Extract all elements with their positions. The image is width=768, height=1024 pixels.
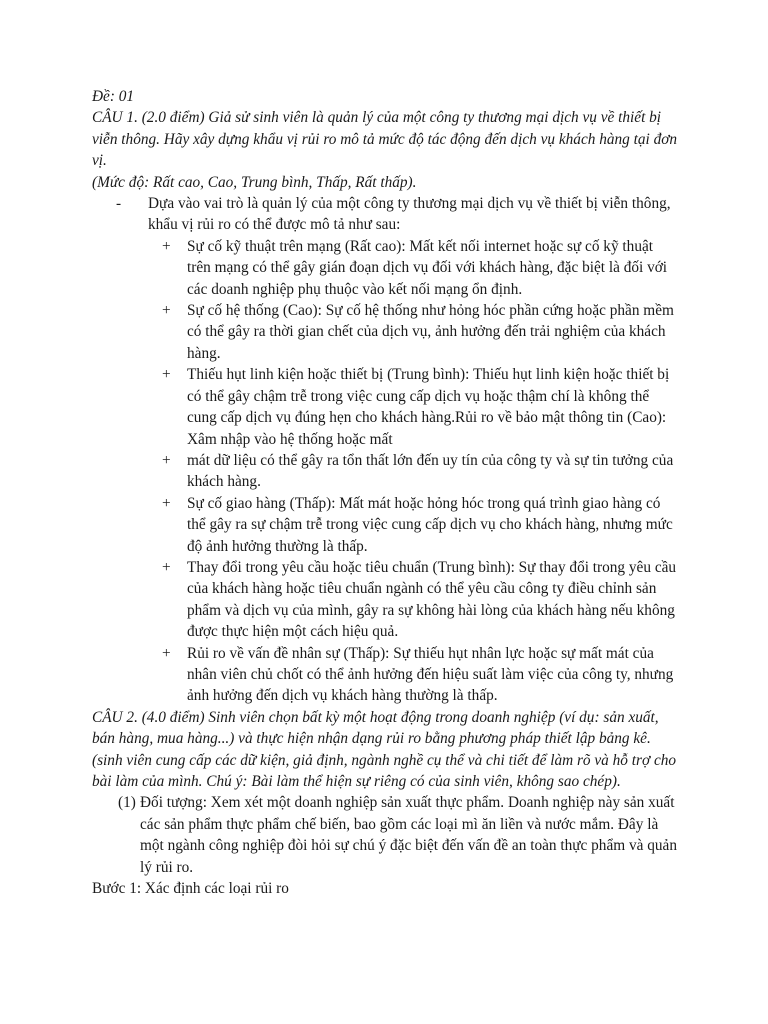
risk-item-text: Thay đổi trong yêu cầu hoặc tiêu chuẩn (Trung bình): Sự thay đổi trong yêu cầu của khách hàng hoặc tiêu chuẩn ngành có thể yêu cầu công ty điều chỉnh sản phẩm và dịch vụ của mình, gây ra sự không hài lòng của khách hàng nếu không được thực hiện một cách hiệu quả. — [187, 558, 677, 641]
question-1-intro — [92, 193, 678, 236]
plus-marker: + — [162, 644, 171, 662]
step-1-heading: Bước 1: Xác định các loại rủi ro — [92, 880, 289, 898]
risk-item-personnel — [92, 643, 678, 707]
risk-item-network — [92, 236, 678, 300]
question-1-levels: (Mức độ: Rất cao, Cao, Trung bình, Thấp, Rất thấp). — [92, 173, 417, 191]
plus-marker: + — [162, 366, 171, 384]
risk-item-delivery — [92, 493, 678, 557]
risk-item-system — [92, 300, 678, 364]
exam-title: Đề: 01 — [92, 88, 135, 105]
question-1-intro-text: Dựa vào vai trò là quản lý của một công ty thương mại dịch vụ về thiết bị viễn thông, khẩu vị rủi ro có thể được mô tả như sau: — [148, 195, 671, 234]
risk-item-text: Sự cố hệ thống (Cao): Sự cố hệ thống như hỏng hóc phần cứng hoặc phần mềm có thể gây ra thời gian chết của dịch vụ, ảnh hưởng đến trải nghiệm của khách hàng. — [187, 302, 674, 362]
dash-marker: - — [116, 195, 122, 213]
number-marker: (1) — [118, 794, 136, 812]
risk-item-text: Sự cố giao hàng (Thấp): Mất mát hoặc hỏng hóc trong quá trình giao hàng có thể gây ra sự chậm trễ trong việc cung cấp dịch vụ cho khách hàng, nhưng mức độ ảnh hưởng thường là thấp. — [187, 494, 673, 555]
document-body — [92, 86, 678, 899]
question-1-heading: CÂU 1. (2.0 điểm) Giả sử sinh viên là quản lý của một công ty thương mại dịch vụ về thiết bị viễn thông. Hãy xây dựng khẩu vị rủi ro mô tả mức độ tác động đến dịch vụ khách hàng tại đơn vị. — [92, 109, 678, 170]
question-2-item-1 — [92, 792, 678, 878]
risk-item-requirements — [92, 557, 678, 643]
question-2-heading: CÂU 2. (4.0 điểm) Sinh viên chọn bất kỳ một hoạt động trong doanh nghiệp (ví dụ: sản xuất, bán hàng, mua hàng...) và thực hiện nhận dạng rủi ro bằng phương pháp thiết lập bảng kê. — [92, 708, 659, 748]
plus-marker: + — [162, 494, 171, 512]
plus-marker: + — [162, 451, 171, 469]
risk-item-text: Sự cố kỹ thuật trên mạng (Rất cao): Mất kết nối internet hoặc sự cố kỹ thuật trên mạng có thể gây gián đoạn dịch vụ đối với khách hàng, đặc biệt là đối với các doanh nghiệp phụ thuộc vào kết nối mạng ổn định. — [187, 237, 668, 298]
risk-item-text: Thiếu hụt linh kiện hoặc thiết bị (Trung bình): Thiếu hụt linh kiện hoặc thiết bị có thể gây chậm trễ trong việc cung cấp dịch vụ hoặc thậm chí là không thể cung cấp dịch vụ đúng hẹn cho khách hàng.Rủi ro về bảo mật thông tin (Cao): Xâm nhập vào hệ thống hoặc mất — [187, 366, 670, 448]
question-2-item-1-text: Đối tượng: Xem xét một doanh nghiệp sản xuất thực phẩm. Doanh nghiệp này sản xuất các sản phẩm thực phẩm chế biến, bao gồm các loại mì ăn liền và nước mắm. Đây là một ngành công nghiệp đòi hỏi sự chú ý đặc biệt đến vấn đề an toàn thực phẩm và quản lý rủi ro. — [140, 794, 677, 876]
risk-appetite-list — [92, 236, 678, 707]
risk-item-text: Rủi ro về vấn đề nhân sự (Thấp): Sự thiếu hụt nhân lực hoặc sự mất mát của nhân viên chủ chốt có thể ảnh hưởng đến hiệu suất làm việc của công ty, nhưng ảnh hưởng đến dịch vụ khách hàng thường là thấp. — [187, 644, 674, 705]
risk-item-data-loss — [92, 450, 678, 493]
plus-marker: + — [162, 237, 171, 255]
plus-marker: + — [162, 558, 171, 576]
plus-marker: + — [162, 302, 171, 320]
risk-item-text: mát dữ liệu có thể gây ra tổn thất lớn đến uy tín của công ty và sự tin tưởng của khách hàng. — [187, 451, 674, 491]
question-2-note: (sinh viên cung cấp các dữ kiện, giả định, ngành nghề cụ thể và chi tiết để làm rõ và hỗ trợ cho bài làm của mình. Chú ý: Bài làm thể hiện sự riêng có của sinh viên, không sao chép). — [92, 751, 677, 790]
risk-item-components — [92, 364, 678, 450]
